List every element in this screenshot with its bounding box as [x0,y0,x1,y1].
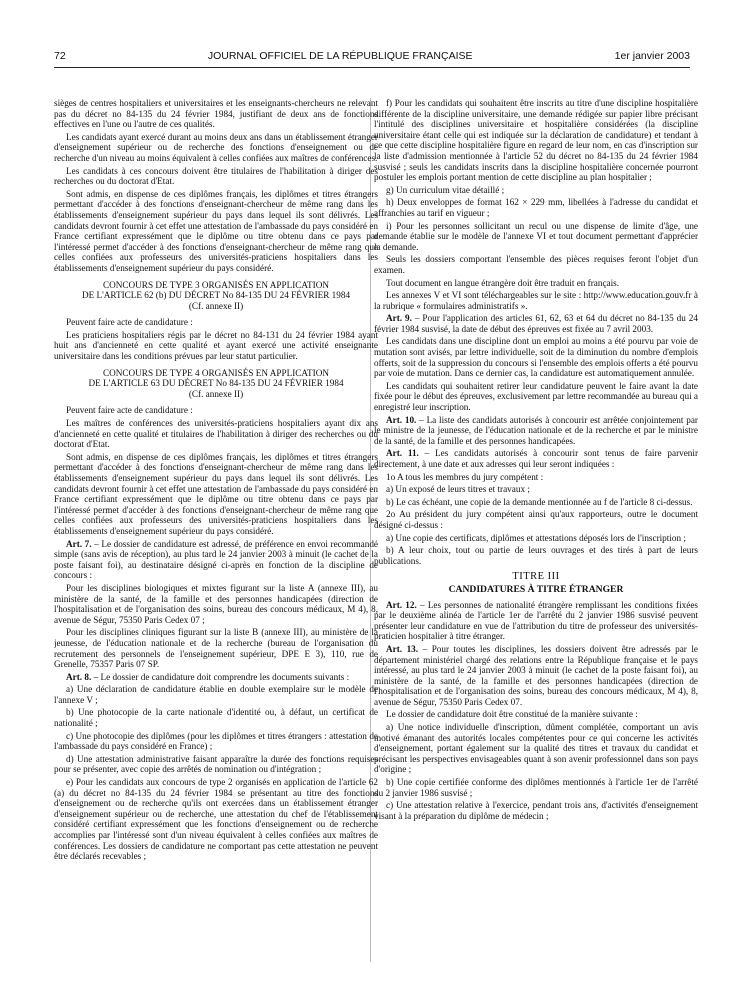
article-13 [374,644,698,708]
paragraph: Les candidats ayant exercé durant au moins deux ans dans un établissement étranger d'enseignement supérieur ou de recherche des fonctions d'enseignement ou de recherche d'un niveau au moins équivalent à celles confiées aux maîtres de conférences. [54,131,378,163]
left-column [54,98,378,962]
article-text: – Le dossier de candidature doit comprendre les documents suivants : [91,671,350,682]
article-7 [54,539,378,581]
heading-annex: (Cf. annexe II) [188,300,244,311]
article-label: Art. 11. [386,448,419,459]
article-label: Art. 13. [386,643,419,654]
list-item: i) Pour les personnes sollicitant un recul ou une dispense de limite d'âge, une demande établie sur le modèle de l'annexe VI et tout document permettant d'apprécier la demande. [374,220,698,252]
paragraph: Les annexes V et VI sont téléchargeables sur le site : http://www.education.gouv.fr à la rubrique « formulaires administratifs ». [374,290,698,311]
list-item: c) Une photocopie des diplômes (pour les diplômes et titres étrangers : attestation de l'ambassade du pays considéré en France) ; [54,730,378,752]
article-11 [374,448,698,469]
section-subtitle: CANDIDATURES À TITRE ÉTRANGER [448,583,624,595]
title-heading: TITRE III [512,571,560,583]
article-8 [54,672,378,683]
article-10 [374,415,698,447]
paragraph: sièges de centres hospitaliers et universitaires et les enseignants-chercheurs ne relevant pas du décret no 84-135 du 24 février 1984, justifiant de deux ans de fonctions effectives en l'une ou l'autre de ces qualités. [54,98,378,130]
page-number: 72 [54,50,66,62]
heading-line: DE L'ARTICLE 63 DU DÉCRET No 84-135 DU 24 FÉVRIER 1984 [88,378,344,389]
article-text: – Pour l'application des articles 61, 62, 63 et 64 du décret no 84-135 du 24 février 1984 susvisé, la date de début des épreuves est fixée au 7 avril 2003. [374,313,698,334]
list-item: h) Deux enveloppes de format 162 × 229 mm, libellées à l'adresse du candidat et affranchies au tarif en vigueur ; [374,197,698,218]
heading-line: DE L'ARTICLE 62 (b) DU DÉCRET No 84-135 DU 24 FÉVRIER 1984 [81,290,351,301]
list-item: a) Un exposé de leurs titres et travaux ; [386,484,530,495]
paragraph: Les maîtres de conférences des universités-praticiens hospitaliers ayant dix ans d'ancienneté en cette qualité et titulaires de l'habilitation à diriger des recherches ou du doctorat d'Etat. [54,418,378,450]
paragraph: Le dossier de candidature doit être constitué de la manière suivante : [386,709,638,720]
journal-title: JOURNAL OFFICIEL DE LA RÉPUBLIQUE FRANÇAISE [207,50,473,62]
heading-line: CONCOURS DE TYPE 4 ORGANISÉS EN APPLICATION [103,367,329,378]
article-text: – La liste des candidats autorisés à concourir est arrêtée conjointement par le ministre de la jeunesse, de l'éducation nationale et de la recherche et par le ministre de la santé, de la famille et des personnes handicapées. [374,414,698,446]
header-rule [54,67,690,68]
list-item: f) Pour les candidats qui souhaitent être inscrits au titre d'une discipline hospitalière différente de la discipline universitaire, une demande rédigée sur papier libre précisant l'intitulé des disciplines universitaire et hospitalière considérées (la discipline universitaire étant celle qui est indiquée sur la déclaration de candidature) et tendant à ce que cette discipline hospitalière figure en regard de leur nom, en cas d'inscription sur la liste d'admission mentionnée à l'article 52 du décret no 84-135 du 24 février 1984 susvisé ; seuls les candidats inscrits dans la discipline hospitalière concernée pourront postuler les emplois portant mention de cette discipline au plan hospitalier ; [374,98,698,183]
paragraph: Peuvent faire acte de candidature : [66,317,193,328]
paragraph: Seuls les dossiers comportant l'ensemble des pièces requises feront l'objet d'un examen. [374,254,698,275]
list-item: b) A leur choix, tout ou partie de leurs ouvrages et des tirés à part de leurs publications. [374,545,698,566]
paragraph: Sont admis, en dispense de ces diplômes français, les diplômes et titres étrangers permettant d'accéder à des fonctions d'enseignant-chercheur de même rang dans les établissements d'enseignement supérieur du pays dans lequel ils sont délivrés. Les candidats devront fournir à cet effet une attestation de l'ambassade du pays considéré en France certifiant expressément que le diplôme ou titre obtenu dans ce pays par l'intéressé permet d'accéder à des fonctions d'enseignant-chercheur de même rang que celles confiées aux professeurs des universités-praticiens hospitaliers dans les établissements d'enseignement supérieur du pays considéré. [54,188,378,273]
section-heading-type3 [54,280,378,312]
list-item: b) Le cas échéant, une copie de la demande mentionnée au f de l'article 8 ci-dessus. [386,496,693,507]
article-label: Art. 9. [386,313,412,324]
paragraph: Peuvent faire acte de candidature : [66,405,193,416]
section-heading-type4 [54,368,378,400]
article-label: Art. 8. [66,671,92,682]
paragraph: Les candidats dans une discipline dont un emploi au moins a été pourvu par voie de mutation sont avisés, par lettre individuelle, soit de la diminution du nombre d'emplois offerts, soit de la suppression du concours si l'ensemble des emplois offerts a été pourvu par voie de mutation. Dans ce dernier cas, la candidature est automatiquement annulée. [374,336,698,379]
article-12 [374,600,698,642]
list-item: e) Pour les candidats aux concours de type 2 organisés en application de l'article 62 (a) du décret no 84-135 du 24 février 1984 se présentant au titre des fonctions d'enseignement ou de recherche qu'ils ont exercées dans un établissement étranger d'enseignement supérieur ou de recherche, une attestation du chef de l'établissement considéré certifiant expressément que les fonctions d'enseignement ou de recherche accomplies par l'intéressé sont d'un niveau équivalent à celles confiées aux maîtres de conférences. Les dossiers de candidature ne comportant pas cette attestation ne peuvent être déclarés recevables ; [54,777,378,862]
page-header [54,50,690,66]
list-item: a) Une déclaration de candidature établie en double exemplaire sur le modèle de l'annexe V ; [54,684,378,705]
paragraph: Les praticiens hospitaliers régis par le décret no 84-131 du 24 février 1984 ayant huit ans d'ancienneté en cette qualité et ayant exercé une activité enseignante universitaire dans les conditions prévues par leur statut particulier. [54,329,378,362]
paragraph: Sont admis, en dispense de ces diplômes français, les diplômes et titres étrangers permettant d'accéder à des fonctions d'enseignant-chercheur de même rang dans les établissements d'enseignement supérieur du pays dans lequel ils sont délivrés. Les candidats devront fournir à cet effet une attestation de l'ambassade du pays considéré en France certifiant expressément que le diplôme ou titre obtenu dans ce pays par l'intéressé permet d'accéder à des fonctions d'enseignant-chercheur de même rang que celles confiées aux professeurs des universités-praticiens hospitaliers dans les établissements d'enseignement supérieur du pays considéré. [54,451,378,536]
paragraph: Pour les disciplines cliniques figurant sur la liste B (annexe III), au ministère de la jeunesse, de l'éducation nationale et de la recherche (bureau de l'organisation du recrutement des personnels de l'enseignement supérieur, DPE E 3), 110, rue de Grenelle, 75357 Paris 07 SP. [54,627,378,670]
paragraph: Tout document en langue étrangère doit être traduit en français. [386,277,620,288]
list-item: b) Une photocopie de la carte nationale d'identité ou, à défaut, un certificat de nationalité ; [54,707,378,729]
article-text: – Les personnes de nationalité étrangère remplissant les conditions fixées par le deuxième alinéa de l'article 1er de l'arrêté du 2 janvier 1986 susvisé peuvent présenter leur candidature en vue de l'attribution du titre de professeur des universités-praticien hospitalier à titre étranger. [374,599,698,642]
paragraph: Les candidats qui souhaitent retirer leur candidature peuvent le faire avant la date fixée pour le début des épreuves, exclusivement par lettre recommandée au bureau qui a enregistré leur inscription. [374,380,698,413]
list-item: a) Une notice individuelle d'inscription, dûment complétée, comportant un avis motivé émanant des autorités locales compétentes pour ce qui concerne les activités d'enseignement, portant également sur la qualité des titres et travaux du candidat et précisant les perspectives envisageables quant à son avenir professionnel dans son pays d'origine ; [374,722,698,775]
list-item: d) Une attestation administrative faisant apparaître la durée des fonctions requises pour se présenter, avec copie des arrêtés de nomination ou d'intégration ; [54,753,378,775]
right-column [374,98,698,962]
article-text: – Le dossier de candidature est adressé, de préférence en envoi recommandé simple (sans avis de réception), au plus tard le 24 janvier 2003 à minuit (le cachet de la poste faisant foi), au destinataire désigné ci-après en fonction de la discipline de concours : [54,538,378,581]
article-9 [374,313,698,334]
article-text: – Les candidats autorisés à concourir sont tenus de faire parvenir directement, à une date et aux adresses qui leur seront indiquées : [374,448,698,469]
list-item: a) Une copie des certificats, diplômes et attestations déposés lors de l'inscription ; [386,532,686,543]
list-item: c) Une attestation relative à l'exercice, pendant trois ans, d'activités d'enseignement visant à la préparation du diplôme de médecin ; [374,800,698,821]
article-text: – Pour toutes les disciplines, les dossiers doivent être adressés par le département ministériel chargé des relations entre la République française et le pays intéressé, au plus tard le 24 janvier 2003 à minuit (le cachet de la poste faisant foi), au ministère de la santé, de la famille et des personnes handicapées (direction de l'hospitalisation et de l'organisation des soins, bureau des concours médicaux, M 4), 8, avenue de Ségur, 75350 Paris Cedex 07. [374,643,698,707]
list-item: 1o A tous les membres du jury compétent : [386,471,544,482]
paragraph: Pour les disciplines biologiques et mixtes figurant sur la liste A (annexe III), au ministère de la santé, de la famille et des personnes handicapées (direction de l'hospitalisation et de l'organisation des soins, bureau des concours médicaux, M 4), 8, avenue de Ségur, 75350 Paris Cedex 07 ; [54,582,378,625]
heading-line: CONCOURS DE TYPE 3 ORGANISÉS EN APPLICATION [103,279,329,290]
issue-date: 1er janvier 2003 [614,50,690,62]
article-label: Art. 10. [386,414,417,425]
article-label: Art. 7. [66,538,92,549]
list-item: 2o Au président du jury compétent ainsi qu'aux rapporteurs, outre le document désigné ci-dessus : [374,509,698,530]
article-label: Art. 12. [386,599,417,610]
heading-annex: (Cf. annexe II) [188,388,244,399]
paragraph: Les candidats à ces concours doivent être titulaires de l'habilitation à diriger des recherches ou du doctorat d'Etat. [54,165,378,187]
list-item: b) Une copie certifiée conforme des diplômes mentionnés à l'article 1er de l'arrêté du 2 janvier 1986 susvisé ; [374,777,698,798]
list-item: g) Un curriculum vitae détaillé ; [386,184,505,195]
